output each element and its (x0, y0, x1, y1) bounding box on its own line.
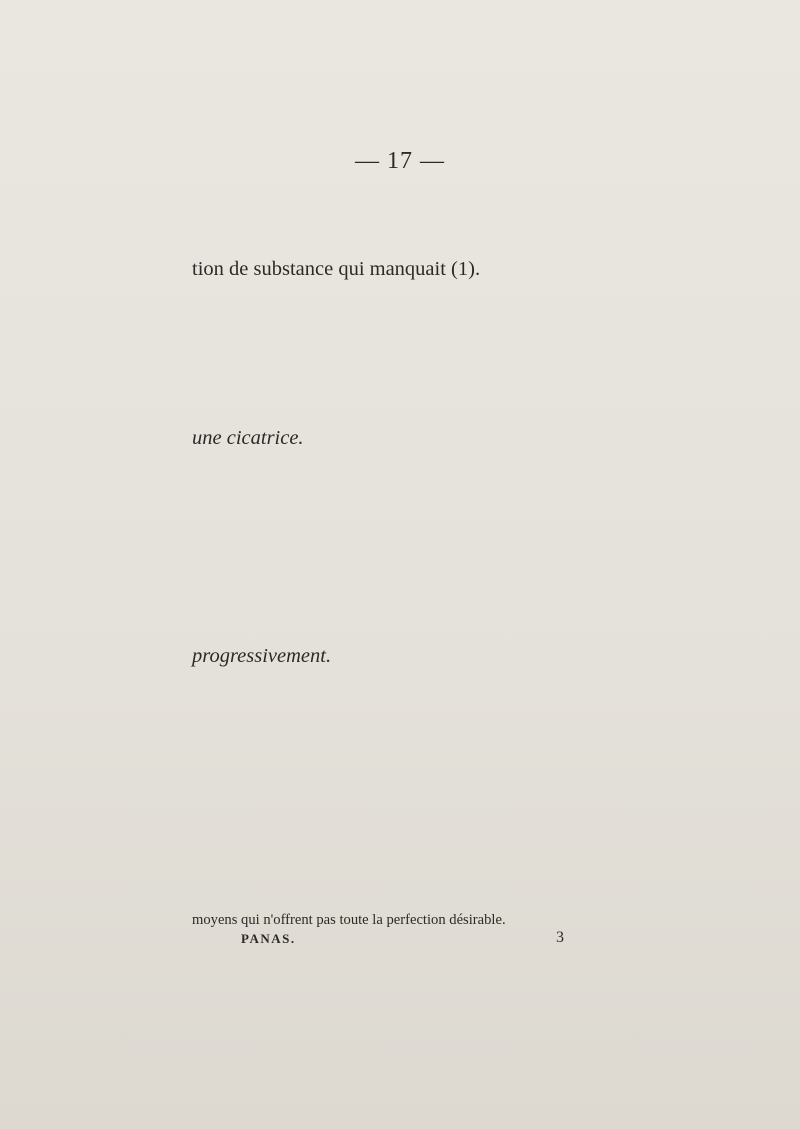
main-text (192, 184, 618, 765)
footnote-line (192, 829, 618, 849)
footnote-line (192, 870, 618, 890)
text-line (192, 353, 618, 377)
text-line (192, 450, 618, 474)
footnote (192, 809, 618, 931)
printer-signature: PANAS. (241, 931, 296, 946)
text-line (192, 474, 618, 498)
text-line (192, 619, 618, 643)
text-line (192, 668, 618, 692)
text-line (192, 498, 618, 522)
text-line (192, 208, 618, 232)
text-line (192, 740, 618, 764)
footnote-line: moyens qui n'offrent pas toute la perfection désirable. (192, 912, 506, 929)
text-line (192, 716, 618, 740)
text-line (192, 595, 618, 619)
footnote-line (192, 890, 618, 910)
text-line (192, 402, 618, 426)
text-line: une cicatrice. (192, 426, 304, 449)
text-line: progressivement. (192, 644, 332, 667)
text-line (192, 281, 618, 305)
text-line (192, 547, 618, 571)
text-line: tion de substance qui manquait (1). (192, 257, 481, 280)
text-line (192, 571, 618, 595)
sheet-number: 3 (556, 929, 564, 946)
text-line (192, 184, 618, 208)
text-line (192, 378, 618, 402)
page-number: — 17 — (355, 148, 445, 174)
text-line (192, 692, 618, 716)
text-line (192, 329, 618, 353)
text-line (192, 523, 618, 547)
text-line (192, 232, 618, 256)
footnote-line (192, 809, 618, 829)
footnote-line (192, 850, 618, 870)
text-line (192, 305, 618, 329)
